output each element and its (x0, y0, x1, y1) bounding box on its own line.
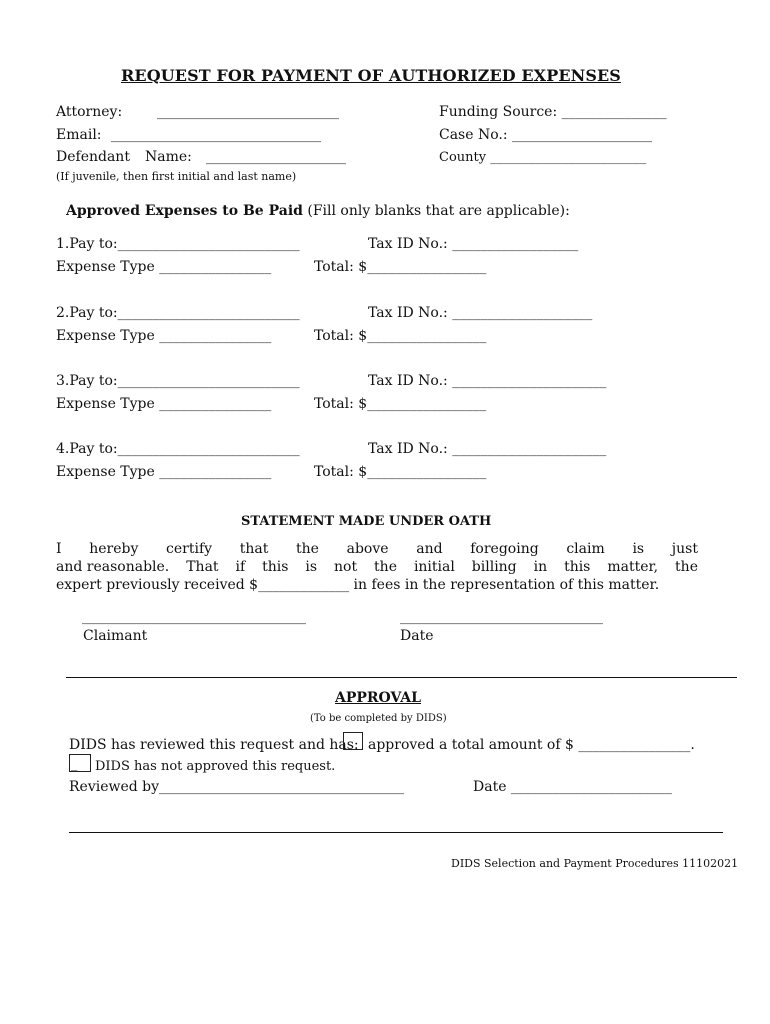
oath-word: foregoing (470, 541, 539, 557)
oath-word: I (56, 541, 62, 557)
defendant-name-field[interactable]: ____________________ (206, 149, 346, 165)
payee-1-tax-id[interactable]: Tax ID No.: __________________ (368, 236, 579, 252)
reviewed-by-field[interactable]: Reviewed by___________________________________ (69, 779, 405, 795)
oath-word: this (564, 559, 591, 575)
defendant-label: Defendant (56, 149, 130, 165)
oath-word: just (671, 541, 698, 557)
footer-text: DIDS Selection and Payment Procedures 11102021 (451, 857, 739, 870)
oath-word: above (346, 541, 389, 557)
claimant-signature-line[interactable]: ________________________________ (82, 609, 306, 625)
case-no-field[interactable]: Case No.: ____________________ (439, 127, 653, 143)
dids-reviewed-text: DIDS has reviewed this request and has: (69, 737, 359, 753)
payee-4-expense-type[interactable]: Expense Type ________________ (56, 464, 272, 480)
payee-1-total[interactable]: Total: $_________________ (314, 259, 487, 275)
approved-total-field[interactable]: approved a total amount of $ ________________. (368, 737, 695, 753)
county-field[interactable]: County ________________________ (439, 150, 647, 165)
payee-3-pay-to[interactable]: 3.Pay to:__________________________ (56, 373, 300, 389)
oath-word: is (632, 541, 645, 557)
oath-word: the (296, 541, 319, 557)
oath-word: this (262, 559, 289, 575)
oath-word: is (305, 559, 318, 575)
oath-word: initial (413, 559, 455, 575)
oath-line-2 (56, 559, 698, 575)
payee-1-pay-to[interactable]: 1.Pay to:__________________________ (56, 236, 300, 252)
oath-word: That (186, 559, 219, 575)
not-approved-mark: _ (71, 757, 78, 772)
bottom-divider-line (69, 832, 723, 833)
oath-word: in (533, 559, 548, 575)
funding-source-field[interactable]: Funding Source: _______________ (439, 104, 667, 120)
email-field[interactable]: ______________________________ (111, 127, 321, 143)
payee-4-pay-to[interactable]: 4.Pay to:__________________________ (56, 441, 300, 457)
oath-word: the (675, 559, 698, 575)
attorney-label: Attorney: (56, 104, 123, 120)
attorney-field[interactable]: __________________________ (157, 104, 339, 120)
oath-word: not (334, 559, 358, 575)
oath-word: matter, (607, 559, 659, 575)
payee-2-expense-type[interactable]: Expense Type ________________ (56, 328, 272, 344)
payee-2-total[interactable]: Total: $_________________ (314, 328, 487, 344)
oath-heading: STATEMENT MADE UNDER OATH (241, 514, 492, 529)
claimant-label: Claimant (83, 628, 148, 644)
oath-word: that (239, 541, 269, 557)
approved-expenses-heading (66, 203, 570, 219)
oath-word: hereby (89, 541, 139, 557)
divider-line (66, 677, 737, 678)
payee-2-tax-id[interactable]: Tax ID No.: ____________________ (368, 305, 593, 321)
approval-subheading: (To be completed by DIDS) (310, 713, 447, 724)
juvenile-note: (If juvenile, then first initial and last name) (56, 170, 297, 183)
oath-word: and reasonable. (56, 559, 170, 575)
email-label: Email: (56, 127, 102, 143)
oath-line-1 (56, 541, 698, 557)
date-label: Date (400, 628, 434, 644)
payee-2-pay-to[interactable]: 2.Pay to:__________________________ (56, 305, 300, 321)
payee-4-total[interactable]: Total: $_________________ (314, 464, 487, 480)
oath-word: if (235, 559, 246, 575)
oath-word: and (416, 541, 443, 557)
payee-3-tax-id[interactable]: Tax ID No.: ______________________ (368, 373, 607, 389)
approved-heading-bold: Approved Expenses to Be Paid (66, 203, 303, 219)
oath-word: billing (471, 559, 517, 575)
oath-date-line[interactable]: _____________________________ (400, 609, 603, 625)
oath-word: the (374, 559, 397, 575)
form-title: REQUEST FOR PAYMENT OF AUTHORIZED EXPENSES (121, 66, 621, 85)
oath-word: certify (166, 541, 213, 557)
not-approved-text: DIDS has not approved this request. (95, 759, 336, 774)
approval-date-field[interactable]: Date _______________________ (473, 779, 672, 795)
payee-3-expense-type[interactable]: Expense Type ________________ (56, 396, 272, 412)
payee-3-total[interactable]: Total: $_________________ (314, 396, 487, 412)
payee-1-expense-type[interactable]: Expense Type ________________ (56, 259, 272, 275)
name-label: Name: (145, 149, 192, 165)
approval-heading: APPROVAL (335, 690, 421, 706)
oath-word: claim (566, 541, 605, 557)
oath-line-3[interactable]: expert previously received $_____________ in fees in the representation of this matter. (56, 577, 660, 593)
approved-heading-note: (Fill only blanks that are applicable): (302, 203, 570, 219)
payee-4-tax-id[interactable]: Tax ID No.: ______________________ (368, 441, 607, 457)
approved-checkbox[interactable] (343, 732, 363, 750)
